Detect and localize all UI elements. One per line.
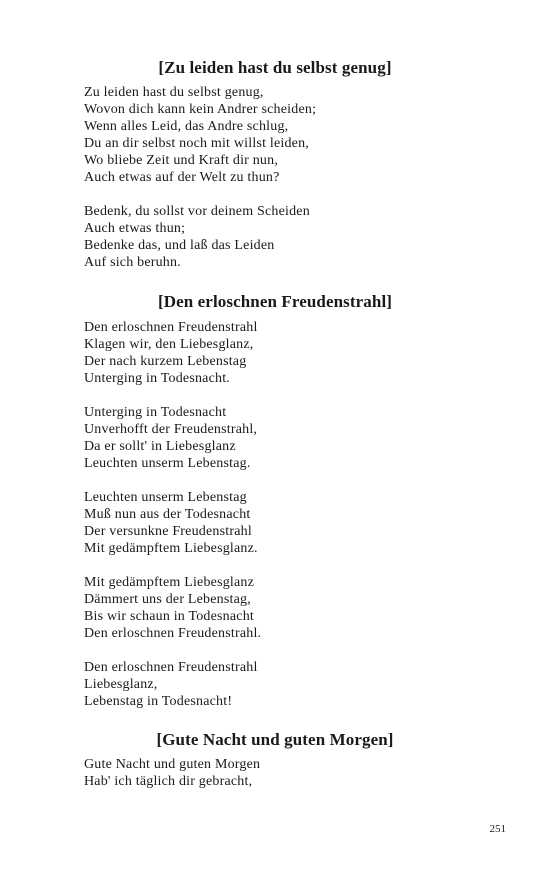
- poem-title: [Zu leiden hast du selbst genug]: [158, 58, 392, 77]
- stanza: [84, 404, 524, 472]
- verse-line: Wenn alles Leid, das Andre schlug,: [84, 119, 289, 134]
- verse-line: Leuchten unserm Lebenstag.: [84, 456, 251, 471]
- poem-body: [84, 84, 524, 288]
- verse-line: Mit gedämpftem Liebesglanz: [84, 575, 255, 590]
- verse-line: Auch etwas auf der Welt zu thun?: [84, 170, 280, 185]
- verse-line: Zu leiden hast du selbst genug,: [84, 85, 264, 100]
- poem-body: [84, 756, 524, 807]
- verse-line: Liebesglanz,: [84, 677, 158, 692]
- verse-line: Unterging in Todesnacht.: [84, 371, 231, 386]
- verse-line: Da er sollt' in Liebesglanz: [84, 439, 236, 454]
- verse-line: Gute Nacht und guten Morgen: [84, 757, 261, 772]
- page-number: 251: [489, 823, 506, 835]
- verse-line: Lebenstag in Todesnacht!: [84, 694, 233, 709]
- verse-line: Bis wir schaun in Todesnacht: [84, 609, 255, 624]
- verse-line: Muß nun aus der Todesnacht: [84, 507, 251, 522]
- verse-line: Der nach kurzem Lebenstag: [84, 354, 247, 369]
- verse-line: Wovon dich kann kein Andrer scheiden;: [84, 102, 317, 117]
- poem-title: [Den erloschnen Freudenstrahl]: [157, 292, 393, 311]
- verse-line: Bedenke das, und laß das Leiden: [84, 238, 275, 253]
- verse-line: Hab' ich täglich dir gebracht,: [84, 774, 253, 789]
- verse-line: Leuchten unserm Lebenstag: [84, 490, 247, 505]
- stanza: [84, 319, 524, 387]
- stanza: [84, 489, 524, 557]
- verse-line: Den erloschnen Freudenstrahl.: [84, 626, 262, 641]
- verse-line: Dämmert uns der Lebenstag,: [84, 592, 251, 607]
- verse-line: Bedenk, du sollst vor deinem Scheiden: [84, 204, 310, 219]
- stanza: [84, 756, 524, 790]
- verse-line: Auf sich beruhn.: [84, 255, 181, 270]
- verse-line: Unterging in Todesnacht: [84, 405, 227, 420]
- verse-line: Auch etwas thun;: [84, 221, 186, 236]
- verse-line: Klagen wir, den Liebesglanz,: [84, 337, 254, 352]
- verse-line: Du an dir selbst noch mit willst leiden,: [84, 136, 309, 151]
- stanza: [84, 574, 524, 642]
- verse-line: Den erloschnen Freudenstrahl: [84, 320, 258, 335]
- verse-line: Der versunkne Freudenstrahl: [84, 524, 252, 539]
- stanza: [84, 203, 524, 271]
- verse-line: Wo bliebe Zeit und Kraft dir nun,: [84, 153, 279, 168]
- verse-line: Mit gedämpftem Liebesglanz.: [84, 541, 258, 556]
- verse-line: Den erloschnen Freudenstrahl: [84, 660, 258, 675]
- stanza: [84, 84, 524, 186]
- poem-title: [Gute Nacht und guten Morgen]: [156, 730, 394, 749]
- poem-body: [84, 319, 524, 727]
- verse-line: Unverhofft der Freudenstrahl,: [84, 422, 258, 437]
- stanza: [84, 659, 524, 710]
